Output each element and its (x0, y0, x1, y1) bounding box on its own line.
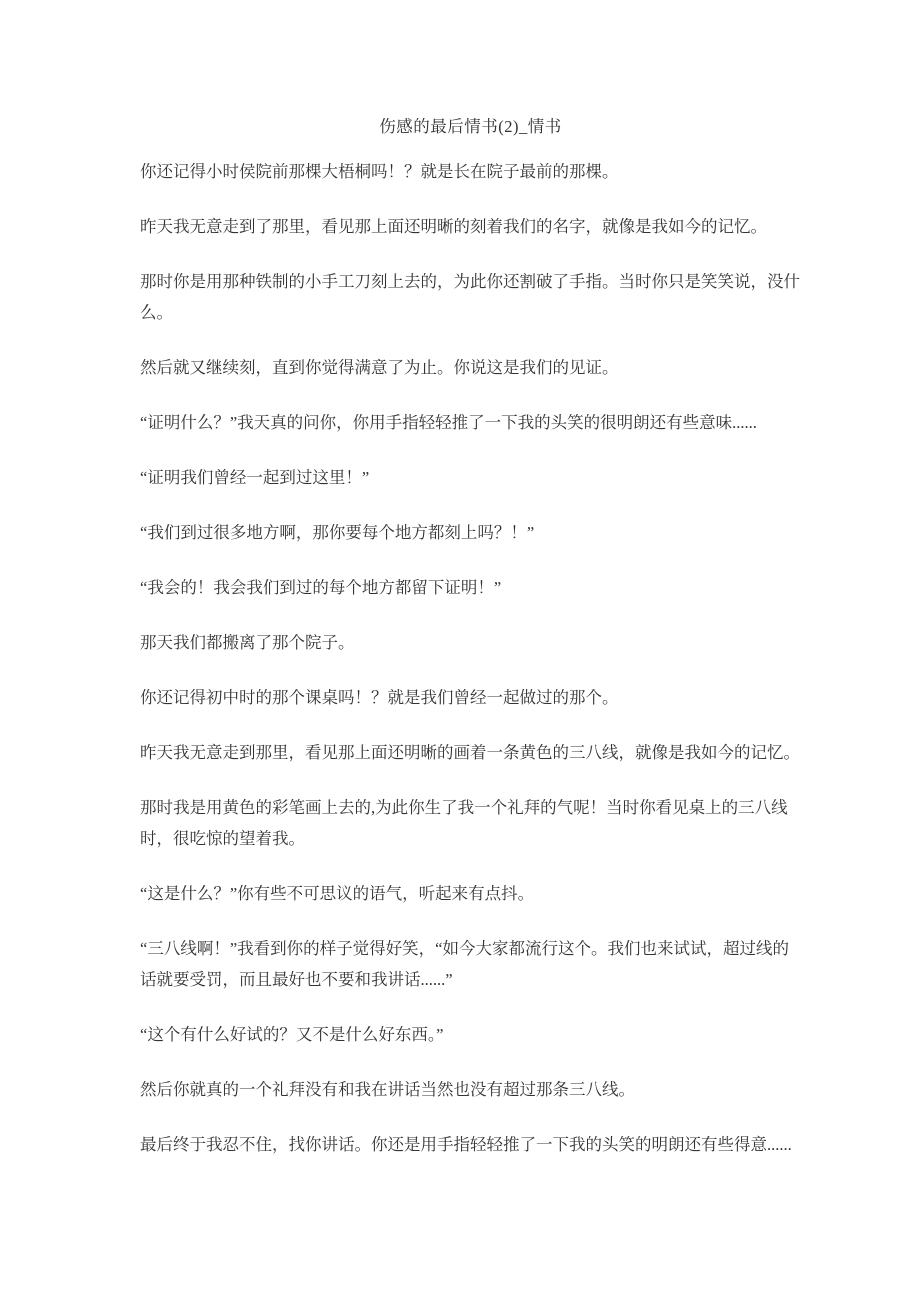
paragraph-12: 那时我是用黄色的彩笔画上去的,为此你生了我一个礼拜的气呢！当时你看见桌上的三八线时，很吃惊的望着我。 (140, 798, 788, 848)
paragraph-8: “我会的！我会我们到过的每个地方都留下证明！” (140, 578, 502, 597)
paragraph-4: 然后就又继续刻，直到你觉得满意了为止。你说这是我们的见证。 (140, 358, 619, 377)
paragraph-11: 昨天我无意走到那里，看见那上面还明晰的画着一条黄色的三八线，就像是我如今的记忆。 (140, 743, 800, 762)
paragraph-17: 最后终于我忍不住，找你讲话。你还是用手指轻轻推了一下我的头笑的明朗还有些得意...... (140, 1135, 792, 1154)
paragraph-1: 你还记得小时侯院前那棵大梧桐吗！？就是长在院子最前的那棵。 (140, 162, 619, 181)
document-title: 伤感的最后情书(2)_情书 (379, 117, 562, 136)
paragraph-10: 你还记得初中时的那个课桌吗！？就是我们曾经一起做过的那个。 (140, 688, 619, 707)
paragraph-13: “这是什么？”你有些不可思议的语气，听起来有点抖。 (140, 884, 535, 903)
paragraph-16: 然后你就真的一个礼拜没有和我在讲话当然也没有超过那条三八线。 (140, 1080, 635, 1099)
paragraph-3: 那时你是用那种铁制的小手工刀刻上去的，为此你还割破了手指。当时你只是笑笑说，没什么。 (140, 272, 800, 322)
paragraph-6: “证明我们曾经一起到过这里！” (140, 468, 370, 487)
paragraph-15: “这个有什么好试的？又不是什么好东西。” (140, 1025, 444, 1044)
paragraph-14: “三八线啊！”我看到你的样子觉得好笑，“如今大家都流行这个。我们也来试试，超过线的话就要受罚，而且最好也不要和我讲话......” (140, 939, 789, 989)
paragraph-7: “我们到过很多地方啊，那你要每个地方都刻上吗？！” (140, 523, 535, 542)
paragraph-9: 那天我们都搬离了那个院子。 (140, 633, 355, 652)
paragraph-2: 昨天我无意走到了那里，看见那上面还明晰的刻着我们的名字，就像是我如今的记忆。 (140, 217, 767, 236)
paragraph-5: “证明什么？”我天真的问你，你用手指轻轻推了一下我的头笑的很明朗还有些意味...... (140, 413, 757, 432)
